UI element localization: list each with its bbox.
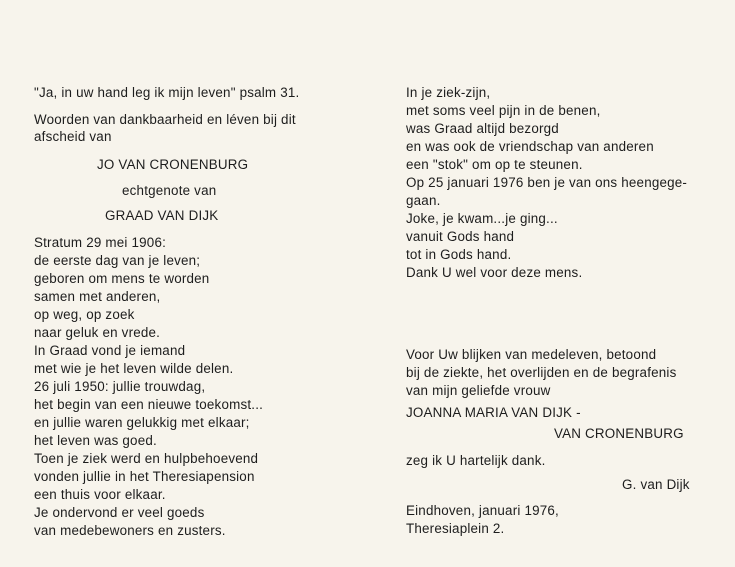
poem-line: 26 juli 1950: jullie trouwdag, [34,379,206,394]
spouse-name: GRAAD VAN DIJK [105,208,219,223]
thanks-line: bij de ziekte, het overlijden en de begrafenis [406,365,677,380]
poem-line: van medebewoners en zusters. [34,523,226,538]
thanks-line: van mijn geliefde vrouw [406,383,551,398]
poem-line: In je ziek-zijn, [406,85,491,100]
poem-line: het leven was goed. [34,433,157,448]
poem-line: en jullie waren gelukkig met elkaar; [34,415,250,430]
thanks-line: Voor Uw blijken van medeleven, betoond [406,347,657,362]
psalm-quote: "Ja, in uw hand leg ik mijn leven" psalm 31. [34,85,300,100]
intro-line: Woorden van dankbaarheid en léven bij dit [34,112,296,127]
poem-line: gaan. [406,193,441,208]
poem-line: Je ondervond er veel goeds [34,505,205,520]
poem-line: een thuis voor elkaar. [34,487,166,502]
intro-line: afscheid van [34,129,112,144]
poem-line: geboren om mens te worden [34,271,210,286]
poem-line: Stratum 29 mei 1906: [34,235,167,250]
poem-line: en was ook de vriendschap van anderen [406,139,654,154]
poem-line: was Graad altijd bezorgd [406,121,559,136]
poem-line: samen met anderen, [34,289,161,304]
address: Theresiaplein 2. [406,521,505,536]
poem-line: Toen je ziek werd en hulpbehoevend [34,451,259,466]
poem-line: op weg, op zoek [34,307,135,322]
place-date: Eindhoven, januari 1976, [406,503,559,518]
full-name-line: VAN CRONENBURG [554,426,684,441]
deceased-name: JO VAN CRONENBURG [97,157,249,172]
poem-line: In Graad vond je iemand [34,343,186,358]
poem-line: vonden jullie in het Theresiapension [34,469,255,484]
poem-line: Op 25 januari 1976 ben je van ons heengege- [406,175,688,190]
poem-line: de eerste dag van je leven; [34,253,201,268]
poem-line: met soms veel pijn in de benen, [406,103,601,118]
poem-line: Dank U wel voor deze mens. [406,265,583,280]
closing-line: zeg ik U hartelijk dank. [406,453,546,468]
poem-line: tot in Gods hand. [406,247,512,262]
signature: G. van Dijk [622,477,690,492]
poem-line: een "stok" om op te steunen. [406,157,583,172]
poem-line: met wie je het leven wilde delen. [34,361,234,376]
full-name-line: JOANNA MARIA VAN DIJK - [406,405,581,420]
poem-line: naar geluk en vrede. [34,325,161,340]
poem-line: Joke, je kwam...je ging... [406,211,558,226]
relation-text: echtgenote van [122,183,217,198]
poem-line: het begin van een nieuwe toekomst... [34,397,264,412]
poem-line: vanuit Gods hand [406,229,515,244]
